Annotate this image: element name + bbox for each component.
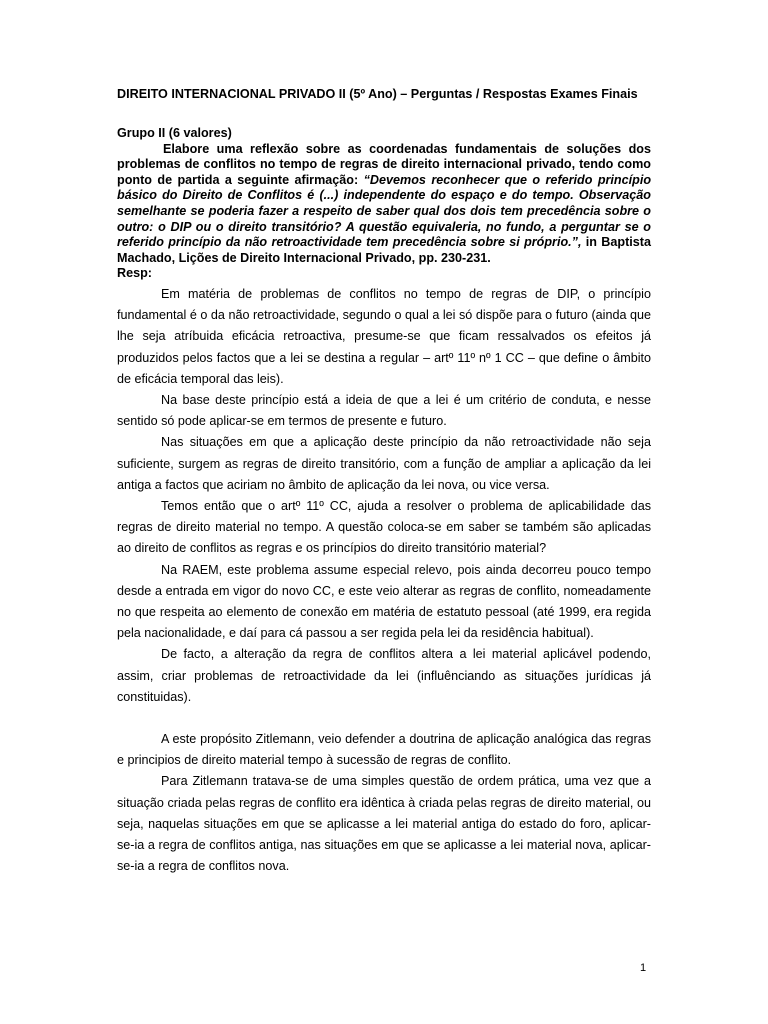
question-text — [117, 142, 651, 267]
answer-paragraph: De facto, a alteração da regra de conflitos altera a lei material aplicável podendo, assim, criar problemas de retroactividade da lei (influênciando as situações jurídicas já constituidas). — [117, 647, 651, 704]
answer-body — [117, 284, 651, 877]
page-number: 1 — [640, 962, 647, 974]
answer-paragraph: A este propósito Zitlemann, veio defender a doutrina de aplicação analógica das regras e principios de direito material tempo à sucessão de regras de conflito. — [117, 732, 651, 768]
question-citation: in Baptista Machado, Lições de Direito Internacional Privado, pp. 230-231. — [117, 235, 651, 265]
document-title: DIREITO INTERNACIONAL PRIVADO II (5º Ano) – Perguntas / Respostas Exames Finais — [117, 87, 638, 101]
response-label: Resp: — [117, 266, 152, 281]
answer-paragraph: Temos então que o artº 11º CC, ajuda a resolver o problema de aplicabilidade das regras de direito material no tempo. A questão coloca-se em saber se também são aplicadas ao direito de conflitos as regras e os princípios do direito transitório material? — [117, 498, 651, 556]
exam-question — [117, 142, 651, 267]
paragraph-gap — [117, 708, 651, 729]
group-heading: Grupo II (6 valores) — [117, 126, 232, 140]
answer-paragraph: Nas situações em que a aplicação deste princípio da não retroactividade não seja suficiente, surgem as regras de direito transitório, com a função de ampliar a aplicação da lei antiga a factos que aciriam no âmbito de aplicação da lei nova, ou vice versa. — [117, 435, 651, 492]
answer-paragraph: Em matéria de problemas de conflitos no tempo de regras de DIP, o princípio fundamental é o da não retroactividade, segundo o qual a lei só dispõe para o futuro (ainda que lhe seja atríbuida eficácia retroactiva, presume-se que ficam ressalvados os efeitos já produzidos pelos factos que a lei se destina a regular – artº 11º nº 1 CC – que define o âmbito de eficácia temporal das leis). — [117, 286, 651, 386]
answer-paragraph: Para Zitlemann tratava-se de uma simples questão de ordem prática, uma vez que a situação criada pelas regras de conflito era idêntica à criada pelas regras de direito material, ou seja, naquelas situações em que se aplicasse a lei material antiga do estado do foro, aplicar-se-ia a regra de conflitos antiga, nas situações em que se aplicasse a lei material nova, aplicar-se-ia a regra de conflitos nova. — [117, 774, 651, 874]
question-intro: Elabore uma reflexão sobre as coordenadas fundamentais de soluções dos problemas de conflitos no tempo de regras de direito internacional privado, tendo como ponto de partida a seguinte afirmação: — [117, 141, 651, 187]
question-quote: “Devemos reconhecer que o referido princípio básico do Direito de Conflitos é (...) independente do espaço e do tempo. Observação semelhante se poderia fazer a respeito de saber qual dos dois tem precedência sobre o outro: o DIP ou o direito transitório? A questão equivaleria, no fundo, a perguntar se o referido princípio da não retroactividade tem precedência sobre si próprio.”, — [117, 172, 652, 250]
document-page — [117, 86, 651, 877]
answer-paragraph: Na RAEM, este problema assume especial relevo, pois ainda decorreu pouco tempo desde a entrada em vigor do novo CC, e este veio alterar as regras de conflito, nomeadamente no que respeita ao elemento de conexão em matéria de estatuto pessoal (até 1999, era regida pela nacionalidade, e daí para cá passou a ser regida pela lei da residência habitual). — [117, 562, 651, 641]
answer-paragraph: Na base deste princípio está a ideia de que a lei é um critério de conduta, e nesse sentido só pode aplicar-se em termos de presente e futuro. — [117, 392, 651, 429]
